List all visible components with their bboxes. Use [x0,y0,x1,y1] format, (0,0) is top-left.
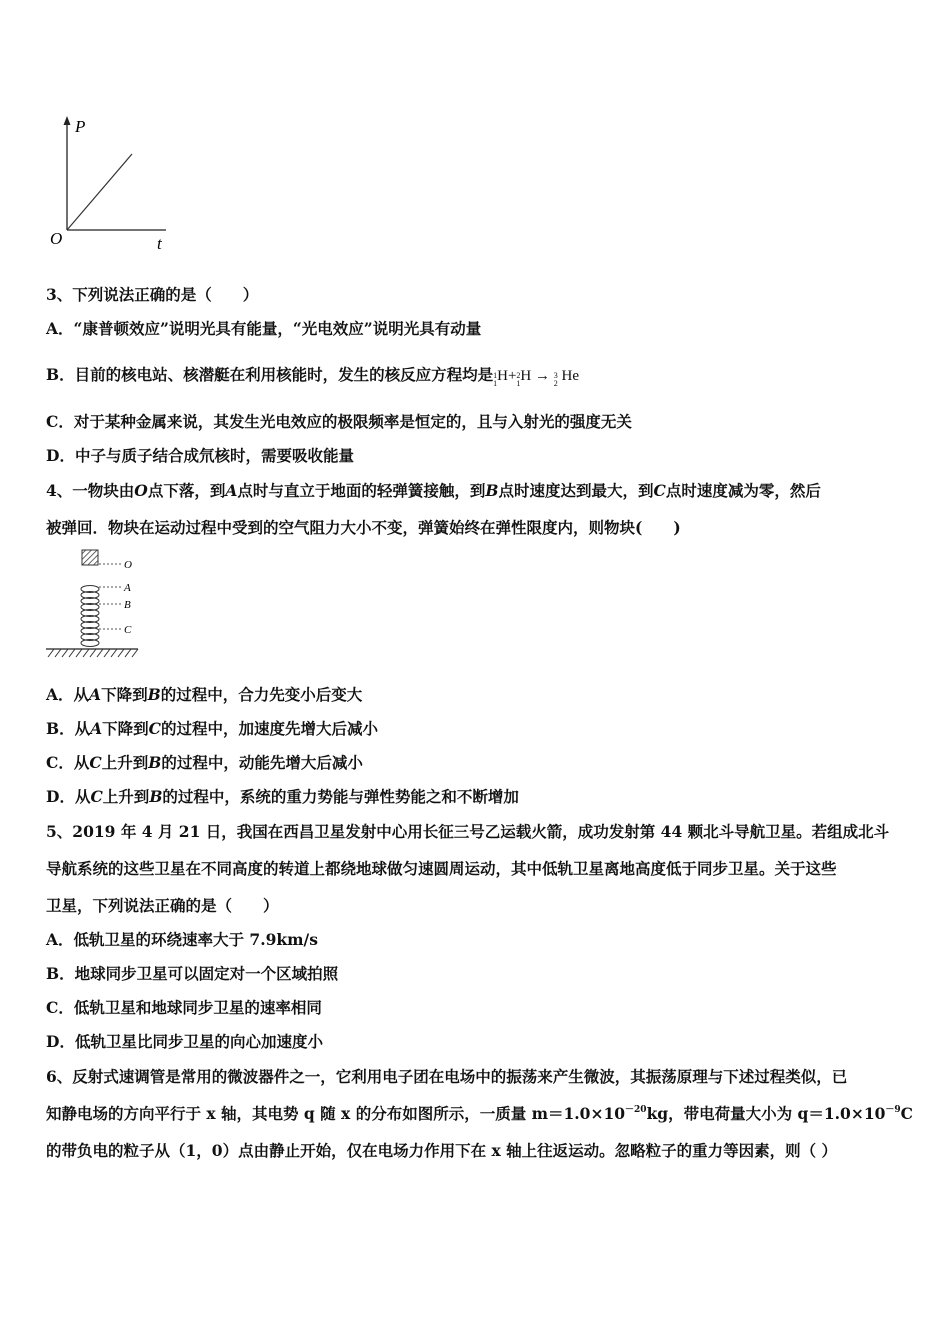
q5-option-d: D．低轨卫星比同步卫星的向心加速度小 [46,1032,323,1051]
label-b: B [124,599,131,611]
q4-option-b: B．从A下降到C的过程中，加速度先增大后减小 [46,719,379,738]
q4-option-a: A．从A下降到B的过程中，合力先变小后变大 [46,685,363,704]
q4-stem-line2: 被弹回．物块在运动过程中受到的空气阻力大小不变，弹簧始终在弹性限度内，则物块( ) [46,518,681,537]
x-axis-label: t [157,234,162,252]
q4-option-d: D．从C上升到B的过程中，系统的重力势能与弹性势能之和不断增加 [46,787,519,806]
q3-option-d: D．中子与质子结合成氘核时，需要吸收能量 [46,446,354,465]
y-axis-arrow [64,116,71,125]
q5-stem-line3: 卫星，下列说法正确的是（ ） [46,896,279,915]
p-t-line [67,154,132,230]
q6-line1: 6、反射式速调管是常用的微波器件之一，它利用电子团在电场中的振荡来产生微波，其振荡原理与下述过程类似，已 [46,1067,848,1086]
q4-option-c: C．从C上升到B的过程中，动能先增大后减小 [46,753,363,772]
q3-option-c: C．对于某种金属来说，其发生光电效应的极限频率是恒定的，且与入射光的强度无关 [46,412,632,431]
q3-option-b [46,365,579,388]
label-o: O [124,559,132,571]
q4-stem-line1: 4、一物块由O点下落，到A点时与直立于地面的轻弹簧接触，到B点时速度达到最大，到C点时速度减为零，然后 [46,481,821,500]
q3-option-a: A．“康普顿效应”说明光具有能量，“光电效应”说明光具有动量 [46,319,482,338]
spring-figure [44,546,154,664]
q5-option-b: B．地球同步卫星可以固定对一个区域拍照 [46,964,339,983]
q6-line3: 的带负电的粒子从（1，0）点由静止开始，仅在电场力作用下在 x 轴上往返运动。忽略粒子的重力等因素，则（ ） [46,1141,838,1160]
p-t-graph [46,112,176,252]
q3-stem: 3、下列说法正确的是（ ） [46,285,259,304]
ground-hatch [48,649,138,657]
spring [81,586,99,647]
q3-option-b-text: B．目前的核电站、核潜艇在利用核能时，发生的核反应方程均是 [46,365,494,384]
q6-line2: 知静电场的方向平行于 x 轴，其电势 q 随 x 的分布如图所示，一质量 $m=1.0\times 10^{-20}kg$，带电荷量大小为 $q=1.0\times 10^{-9}C$ [46,1104,914,1123]
y-axis-label: P [75,117,86,136]
q5-option-a: A．低轨卫星的环绕速率大于 7.9km/s [46,930,318,949]
q5-stem-line2: 导航系统的这些卫星在不同高度的转道上都绕地球做匀速圆周运动，其中低轨卫星离地高度低于同步卫星。关于这些 [46,859,837,878]
label-a: A [124,582,131,594]
q5-stem-line1: 5、2019 年 4 月 21 日，我国在西昌卫星发射中心用长征三号乙运载火箭，成功发射第 44 颗北斗导航卫星。若组成北斗 [46,822,890,841]
q5-option-c: C．低轨卫星和地球同步卫星的速率相同 [46,998,322,1017]
label-c: C [124,624,132,636]
block [82,550,98,565]
nuclear-equation: 1 1H+2 1H → 3 2 He [493,368,579,388]
origin-label: O [50,229,63,248]
